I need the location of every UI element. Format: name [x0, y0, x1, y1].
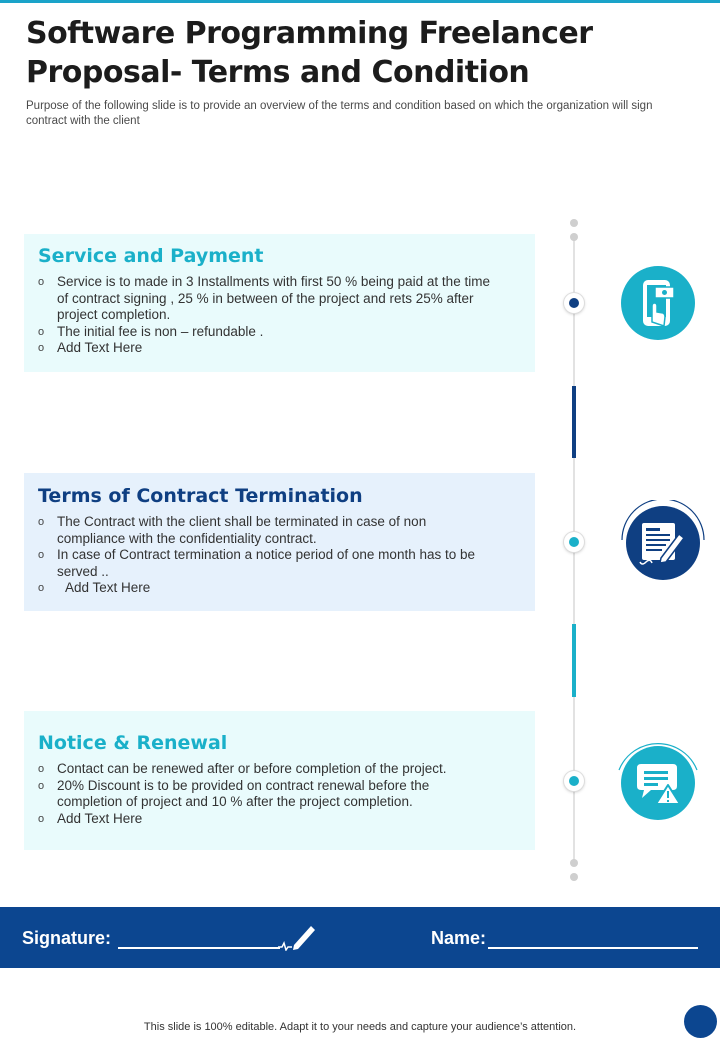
timeline-segment: [572, 624, 576, 697]
card-list: [38, 761, 495, 827]
timeline-dot: [570, 219, 578, 227]
notice-warning-icon: [615, 740, 701, 826]
notice-renewal-card: [24, 711, 535, 850]
top-accent-bar: [0, 0, 720, 3]
page-title: Software Programming Freelancer Proposal- Terms and Condition: [26, 16, 593, 90]
list-item: o Contact can be renewed after or before completion of the project.: [38, 761, 495, 778]
timeline-segment: [572, 386, 576, 458]
signature-line[interactable]: [118, 947, 280, 949]
name-label: Name:: [431, 928, 487, 948]
list-item: o Service is to made in 3 Installments with first 50 % being paid at the time of contract signing , 25 % in between of the project and rets 25% after project completion.: [38, 274, 495, 324]
corner-decoration: [684, 1005, 717, 1038]
contract-sign-icon: [620, 500, 706, 586]
list-item: o The initial fee is non – refundable .: [38, 324, 495, 341]
list-item: o The Contract with the client shall be terminated in case of non compliance with the confidentiality contract.: [38, 514, 495, 547]
page-subtitle: Purpose of the following slide is to provide an overview of the terms and condition based on which the organization will sign contract with the client: [26, 100, 653, 127]
pen-icon: [278, 921, 318, 951]
signature-label: Signature:: [22, 928, 112, 948]
timeline-dot: [570, 873, 578, 881]
list-item: o In case of Contract termination a notice period of one month has to be served ..: [38, 547, 495, 580]
card-list: [38, 274, 495, 357]
card-heading: Notice & Renewal: [38, 732, 228, 754]
timeline-node: [564, 532, 584, 552]
list-item: o 20% Discount is to be provided on contract renewal before the completion of project and 10 % after the project completion.: [38, 778, 495, 811]
timeline-dot: [570, 859, 578, 867]
card-heading: Terms of Contract Termination: [38, 485, 363, 507]
mobile-payment-icon: [615, 260, 701, 346]
contract-termination-card: [24, 473, 535, 611]
name-line[interactable]: [488, 947, 698, 949]
card-list: [38, 514, 495, 597]
timeline-dot: [570, 233, 578, 241]
editable-note: This slide is 100% editable. Adapt it to your needs and capture your audience’s attention.: [143, 1021, 577, 1033]
list-item: o Add Text Here: [38, 811, 495, 828]
list-item: o Add Text Here: [38, 580, 495, 597]
card-heading: Service and Payment: [38, 245, 264, 267]
timeline-node: [564, 771, 584, 791]
service-payment-card: [24, 234, 535, 372]
list-item: o Add Text Here: [38, 340, 495, 357]
timeline-node: [564, 293, 584, 313]
